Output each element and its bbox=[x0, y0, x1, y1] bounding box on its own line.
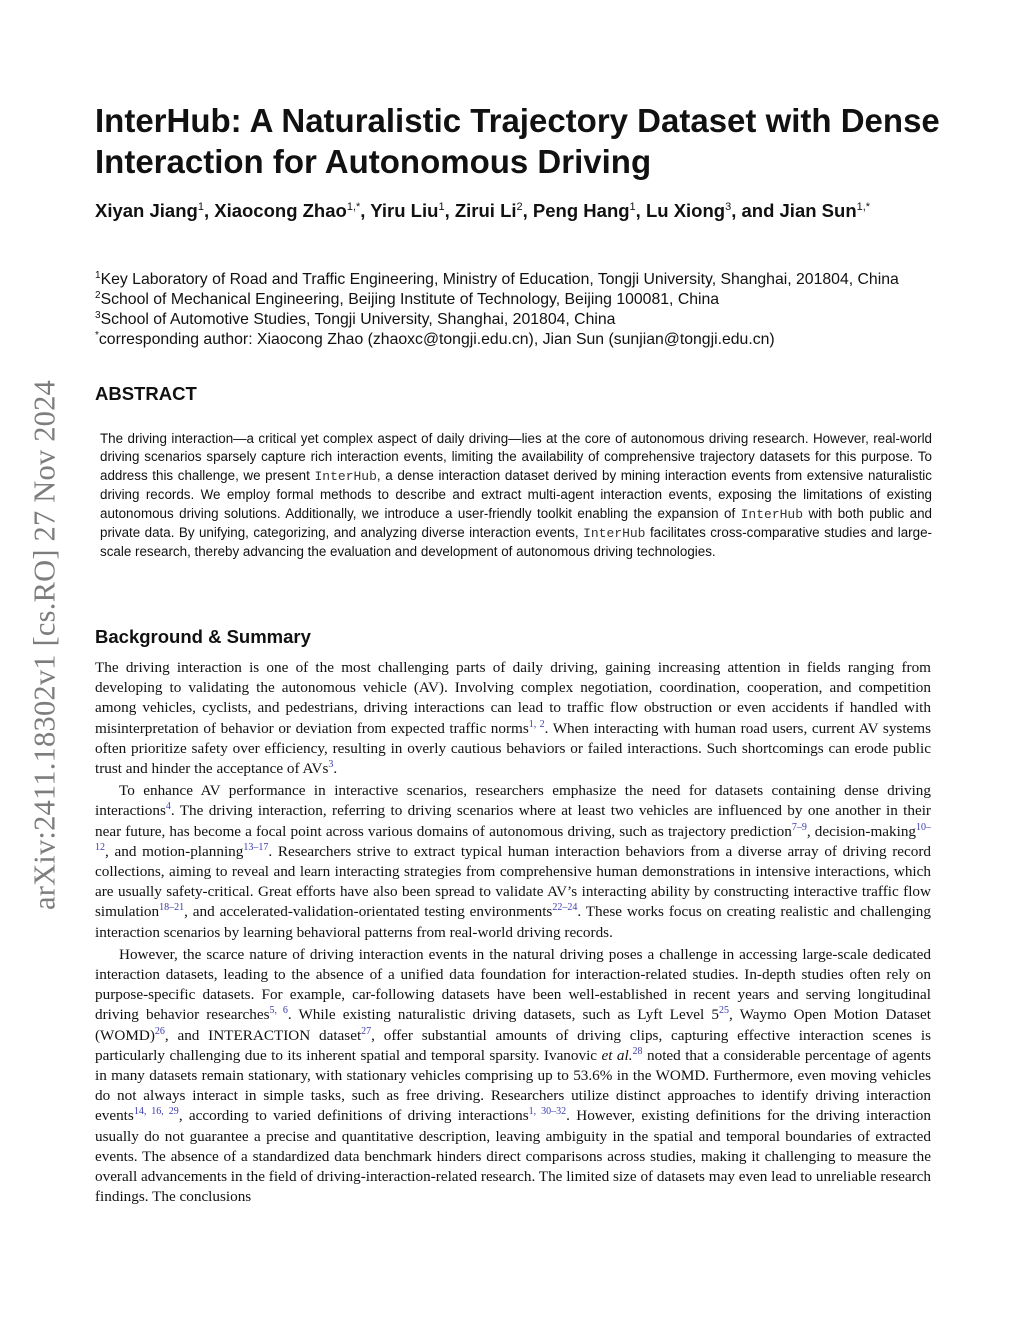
author-name: Xiyan Jiang bbox=[95, 200, 198, 221]
citation-ref: 27 bbox=[361, 1025, 372, 1037]
author-separator: , bbox=[522, 200, 533, 221]
affiliation-text: School of Automotive Studies, Tongji University, Shanghai, 201804, China bbox=[100, 311, 616, 328]
text-segment: The driving interaction is one of the most challenging parts of daily driving, gaining increasing attention in fields ranging from developing to validating the autonomous vehicle (AV). Involving complex negotiation, coordination, cooperation, and competition among vehicles, cyclists, and pedestrians, driving interactions can lead to traffic flow obstruction or even accidents if handled with misinterpretation of behavior or deviation from expected traffic norms bbox=[95, 659, 931, 737]
emphasis-text: et al. bbox=[601, 1046, 633, 1064]
author-affil-mark: 3 bbox=[725, 201, 732, 213]
author-affil-mark: 2 bbox=[516, 201, 523, 213]
text-segment: . When interacting with human road users, current AV systems often prioritize safety over efficiency, resulting in overly cautious behaviors or failed interactions. Such shortcomings can erode public trust and hinder the acceptance of AVs bbox=[95, 719, 932, 778]
text-segment: noted that a considerable percentage of agents in many datasets remain stationary, with stationary vehicles comprising up to 53.6% in the WOMD. Furthermore, even moving vehicles do not always interact in simple tasks, such as free driving. Researchers utilize distinct approaches to identify driving interaction events bbox=[95, 1046, 931, 1125]
affiliation-line bbox=[95, 270, 955, 290]
author-separator: , and bbox=[731, 200, 780, 221]
author-affil-mark: 1,* bbox=[856, 201, 871, 213]
citation-ref: 10–12 bbox=[95, 821, 932, 853]
affiliation-mark: 2 bbox=[95, 290, 101, 301]
affiliation-text: School of Mechanical Engineering, Beijing Institute of Technology, Beijing 100081, China bbox=[100, 291, 720, 308]
citation-ref: 18–21 bbox=[159, 902, 185, 914]
paper-title: InterHub: A Naturalistic Trajectory Dataset with Dense Interaction for Autonomous Driving bbox=[95, 102, 940, 180]
abstract-heading: ABSTRACT bbox=[95, 383, 197, 404]
citation-ref: 5, 6 bbox=[269, 1005, 288, 1017]
citation-ref: 22–24 bbox=[552, 902, 578, 914]
text-segment: . Researchers strive to extract typical human interaction behaviors from a diverse array of driving record collections, aiming to reveal and learn interacting strategies from comprehensive human demonstrations in intensive interactions, which are usually safety-critical. Great efforts have also been spread to validate AV’s interacting ability by constructing interactive traffic flow simulation bbox=[95, 842, 932, 921]
author-list bbox=[95, 199, 925, 223]
author-affil-mark: 1 bbox=[438, 201, 445, 213]
citation-ref: 1, 2 bbox=[528, 718, 545, 730]
author-affil-mark: 1,* bbox=[346, 201, 361, 213]
author-name: Peng Hang bbox=[532, 200, 630, 221]
text-segment: . bbox=[333, 760, 338, 778]
text-segment: , and INTERACTION dataset bbox=[164, 1026, 362, 1044]
author-separator: , bbox=[203, 200, 215, 221]
affiliation-text: Key Laboratory of Road and Traffic Engineering, Ministry of Education, Tongji University, Shanghai, 201804, China bbox=[100, 271, 899, 288]
author-name: Xiaocong Zhao bbox=[214, 200, 347, 221]
text-segment: However, the scarce nature of driving interaction events in the natural driving poses a challenge in accessing large-scale dedicated interaction datasets, leading to the absence of a unified data foundation for interaction-related studies. In-depth studies often rely on purpose-specific datasets. For example, car-following datasets have been well-established in recent years and serving longitudinal driving behavior researches bbox=[95, 945, 931, 1024]
text-segment: , offer substantial amounts of driving clips, capturing effective interaction scenes is particularly challenging due to its inherent spatial and temporal sparsity. Ivanovic bbox=[95, 1026, 931, 1064]
author-name: Yiru Liu bbox=[370, 200, 439, 221]
text-segment: . While existing naturalistic driving datasets, such as Lyft Level 5 bbox=[287, 1006, 719, 1024]
citation-ref: 3 bbox=[328, 759, 334, 771]
text-segment: To enhance AV performance in interactive scenarios, researchers emphasize the need for datasets containing dense driving interactions bbox=[95, 782, 931, 820]
text-segment: , and accelerated-validation-orientated testing environments bbox=[184, 903, 553, 921]
author-name: Lu Xiong bbox=[645, 200, 726, 221]
affiliation-list bbox=[95, 270, 955, 350]
text-segment: , and motion-planning bbox=[105, 842, 244, 860]
text-segment: , a dense interaction dataset derived by mining interaction events from extensive naturalistic driving records. We employ formal methods to describe and extract multi-agent interaction events, exposing the limitations of existing autonomous driving solutions. Additionally, we introduce a user-friendly toolkit enabling the expansion of bbox=[100, 467, 932, 521]
body-paragraph bbox=[95, 945, 931, 1208]
abstract-text bbox=[100, 430, 932, 562]
citation-ref: 13–17 bbox=[243, 841, 269, 853]
text-segment: , Waymo Open Motion Dataset (WOMD) bbox=[95, 1006, 932, 1044]
citation-ref: 4 bbox=[165, 801, 171, 813]
author-separator: , bbox=[444, 200, 455, 221]
citation-ref: 7–9 bbox=[791, 821, 807, 833]
text-segment: facilitates cross-comparative studies and large-scale research, thereby advancing the evaluation and development of autonomous driving technologies. bbox=[100, 525, 932, 560]
citation-ref: 14, 16, 29 bbox=[133, 1106, 179, 1118]
text-segment: . However, existing definitions for the driving interaction usually do not guarantee a precise and quantitative description, leaving ambiguity in the spatial and temporal boundaries of extracted events. The absence of a standardized data benchmark hinders direct comparisons across studies, making it challenging to measure the overall advancements in the field of driving-interaction-related research. The limited size of datasets may even lead to unreliable research findings. The conclusions bbox=[95, 1107, 931, 1206]
citation-ref: 25 bbox=[718, 1005, 729, 1017]
author-separator: , bbox=[360, 200, 371, 221]
author-affil-mark: 1 bbox=[629, 201, 636, 213]
text-segment: . The driving interaction, referring to driving scenarios where at least two vehicles are influenced by one another in their near future, has become a focal point across various domains of autonomous driving, such as trajectory prediction bbox=[95, 802, 931, 840]
affiliation-mark: 3 bbox=[95, 310, 101, 321]
citation-ref: 1, 30–32 bbox=[528, 1106, 567, 1118]
author-name: Jian Sun bbox=[779, 200, 857, 221]
code-inline: InterHub bbox=[583, 526, 646, 542]
affiliation-mark: 1 bbox=[95, 270, 101, 281]
text-segment: , according to varied definitions of driving interactions bbox=[178, 1107, 529, 1125]
body-paragraph bbox=[95, 781, 931, 943]
affiliation-line bbox=[95, 310, 955, 330]
body-paragraph bbox=[95, 658, 931, 779]
author-affil-mark: 1 bbox=[197, 201, 204, 213]
affiliation-text: corresponding author: Xiaocong Zhao (zhaoxc@tongji.edu.cn), Jian Sun (sunjian@tongji.edu.cn) bbox=[98, 331, 775, 348]
author-name: Zirui Li bbox=[454, 200, 517, 221]
code-inline: InterHub bbox=[314, 468, 377, 484]
text-segment: . These works focus on creating realistic and challenging interaction scenarios by learning behavioral patterns from real-world driving records. bbox=[95, 903, 931, 941]
affiliation-line bbox=[95, 330, 955, 350]
citation-ref: 26 bbox=[154, 1025, 165, 1037]
text-segment: , decision-making bbox=[806, 822, 917, 840]
arxiv-identifier: arXiv:2411.18302v1 [cs.RO] 27 Nov 2024 bbox=[27, 379, 62, 911]
affiliation-mark: * bbox=[95, 330, 99, 341]
text-segment: with both public and private data. By unifying, categorizing, and analyzing diverse interaction events, bbox=[100, 505, 932, 541]
citation-ref: 28 bbox=[632, 1045, 643, 1057]
author-separator: , bbox=[635, 200, 646, 221]
text-segment: The driving interaction—a critical yet complex aspect of daily driving—lies at the core of autonomous driving research. However, real-world driving scenarios sparsely capture rich interaction events, limiting the availability of comprehensive trajectory datasets for this purpose. To address this challenge, we present bbox=[100, 431, 932, 483]
code-inline: InterHub bbox=[740, 506, 804, 522]
background-heading: Background & Summary bbox=[95, 626, 311, 647]
background-body bbox=[95, 658, 931, 1209]
affiliation-line bbox=[95, 290, 955, 310]
